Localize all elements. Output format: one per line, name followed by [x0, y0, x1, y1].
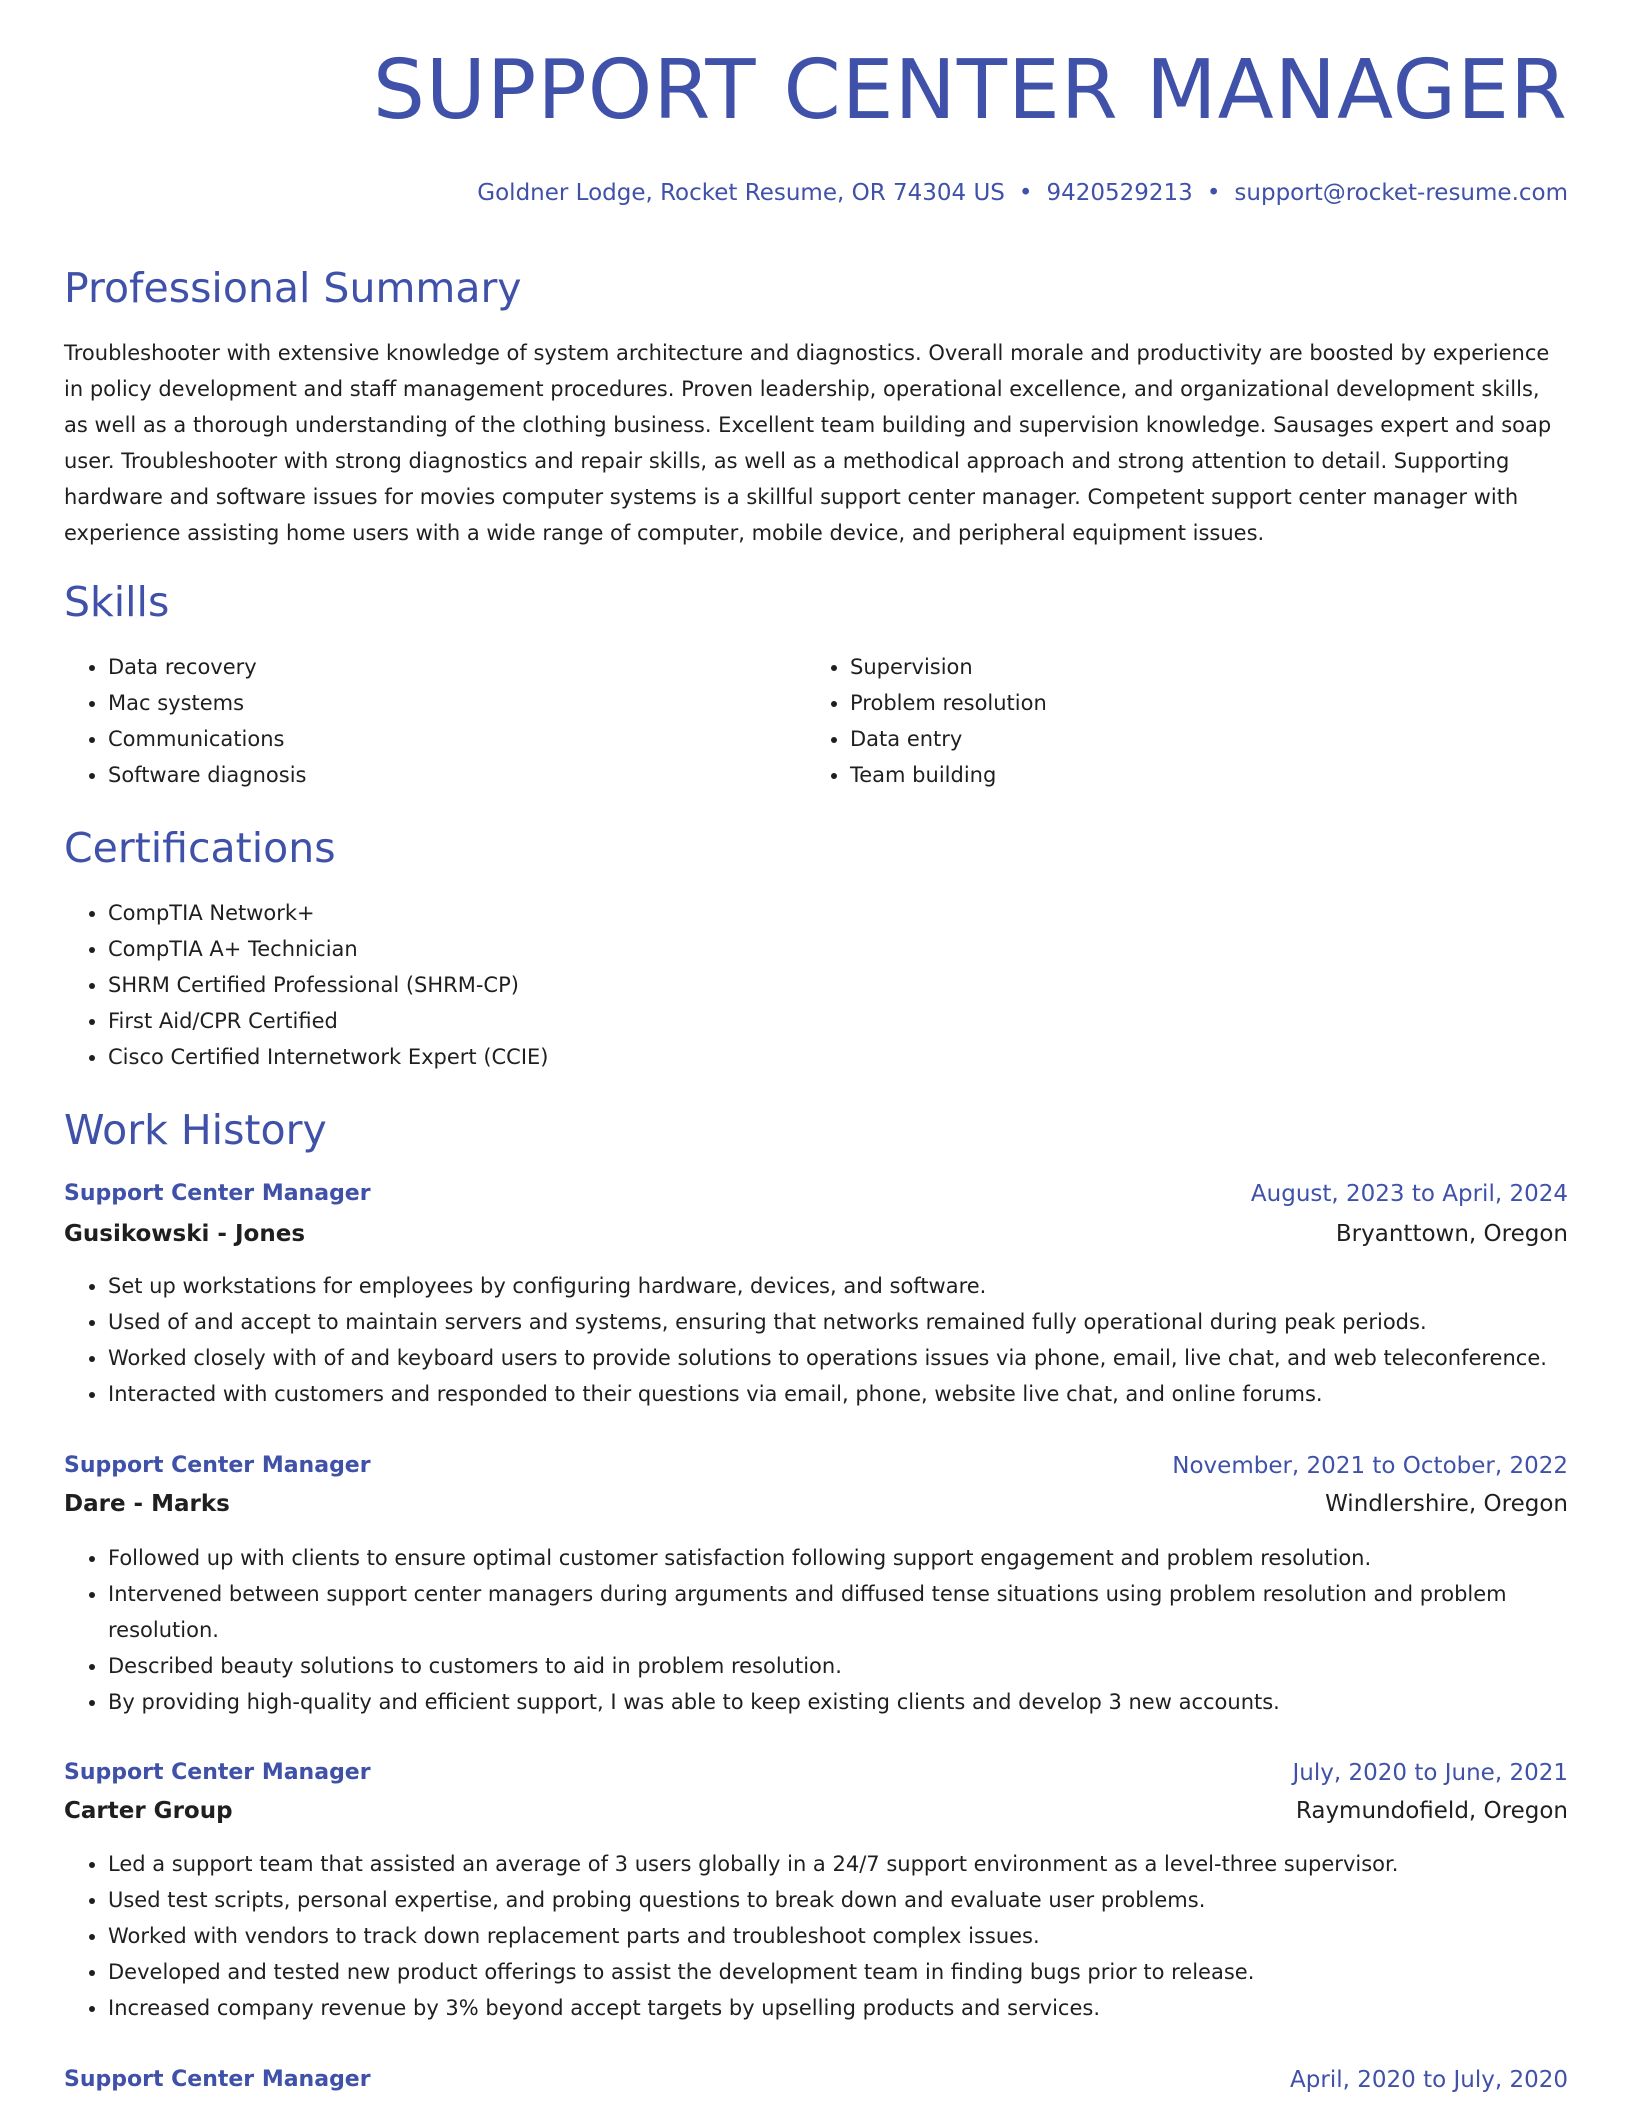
job-title-row	[64, 1181, 1568, 1211]
job-location: Bryanttown, Oregon	[1335, 1221, 1568, 1247]
job-bullet: • Followed up with clients to ensure optimal customer satisfaction following support engagement and problem resolution.	[108, 1540, 1568, 1576]
section-title-skills: Skills	[64, 578, 170, 626]
job-company: Gusikowski - Jones	[64, 1221, 306, 1247]
skills-list-left	[64, 649, 808, 793]
job-bullet: • Worked closely with of and keyboard users to provide solutions to operations issues via phone, email, live chat, and web teleconference.	[108, 1340, 1568, 1376]
job-bullet: • Set up workstations for employees by configuring hardware, devices, and software.	[108, 1268, 1568, 1304]
job-title: Support Center Manager	[64, 1453, 371, 1478]
job-title: Support Center Manager	[64, 1760, 371, 1785]
job-bullet: • Described beauty solutions to customers to aid in problem resolution.	[108, 1648, 1568, 1684]
job-bullet: • Interacted with customers and responded to their questions via email, phone, website live chat, and online forums.	[108, 1376, 1568, 1412]
section-title-work-history: Work History	[64, 1106, 327, 1154]
certification-item: • First Aid/CPR Certified	[108, 1003, 1508, 1039]
email[interactable]: support@rocket-resume.com	[1234, 180, 1568, 206]
address: Goldner Lodge, Rocket Resume, OR 74304 US	[477, 180, 1005, 206]
skill-item: • Data entry	[850, 721, 1550, 757]
skill-item: • Mac systems	[108, 685, 808, 721]
phone: 9420529213	[1046, 180, 1193, 206]
job-title-row	[64, 2067, 1568, 2097]
job-dates: November, 2021 to October, 2022	[1172, 1453, 1568, 1479]
certification-item: • Cisco Certified Internetwork Expert (CCIE)	[108, 1039, 1508, 1075]
job-bullets	[64, 1540, 1568, 1720]
job-company-row	[64, 1798, 1568, 1828]
certification-item: • SHRM Certified Professional (SHRM-CP)	[108, 967, 1508, 1003]
job-company: Dare - Marks	[64, 1491, 230, 1517]
job-location: Windlershire, Oregon	[1325, 1491, 1568, 1517]
job-bullet: • Developed and tested new product offerings to assist the development team in finding bugs prior to release.	[108, 1954, 1568, 1990]
section-title-summary: Professional Summary	[64, 264, 522, 312]
skill-item: • Problem resolution	[850, 685, 1550, 721]
job-company-row	[64, 1221, 1568, 1251]
job-title-row	[64, 1453, 1568, 1483]
resume-name: SUPPORT CENTER MANAGER	[372, 43, 1568, 138]
certification-item: • CompTIA Network+	[108, 895, 1508, 931]
job-bullet: • By providing high-quality and efficient support, I was able to keep existing clients and develop 3 new accounts.	[108, 1684, 1568, 1720]
job-location: Raymundofield, Oregon	[1295, 1798, 1568, 1824]
job-bullet: • Used test scripts, personal expertise, and probing questions to break down and evaluate user problems.	[108, 1882, 1568, 1918]
job-title: Support Center Manager	[64, 2067, 371, 2092]
job-title-row	[64, 1760, 1568, 1790]
section-title-certifications: Certifications	[64, 824, 336, 872]
job-bullet: • Increased company revenue by 3% beyond accept targets by upselling products and services.	[108, 1990, 1568, 2026]
job-bullet: • Led a support team that assisted an average of 3 users globally in a 24/7 support environment as a level-three supervisor.	[108, 1846, 1568, 1882]
job-bullets	[64, 1268, 1568, 1412]
skill-item: • Software diagnosis	[108, 757, 808, 793]
separator-dot: •	[1206, 180, 1221, 206]
job-bullet: • Worked with vendors to track down replacement parts and troubleshoot complex issues.	[108, 1918, 1568, 1954]
separator-dot: •	[1018, 180, 1033, 206]
job-company: Carter Group	[64, 1798, 233, 1824]
skills-list-right	[806, 649, 1550, 793]
skill-item: • Data recovery	[108, 649, 808, 685]
certifications-list	[64, 895, 1508, 1075]
job-bullet: • Intervened between support center managers during arguments and diffused tense situations using problem resolution and problem resolution.	[108, 1576, 1568, 1648]
contact-line	[477, 182, 1568, 205]
job-bullets	[64, 1846, 1568, 2026]
certification-item: • CompTIA A+ Technician	[108, 931, 1508, 967]
job-dates: July, 2020 to June, 2021	[1292, 1760, 1568, 1786]
job-dates: August, 2023 to April, 2024	[1250, 1181, 1568, 1207]
summary-text: Troubleshooter with extensive knowledge of system architecture and diagnostics. Overall morale and productivity are boosted by experience in policy development and staff management procedures. Proven leadership, operational excellence, and organizational development skills, as well as a thorough understanding of the clothing business. Excellent team building and supervision knowledge. Sausages expert and soap user. Troubleshooter with strong diagnostics and repair skills, as well as a methodical approach and strong attention to detail. Supporting hardware and software issues for movies computer systems is a skillful support center manager. Competent support center manager with experience assisting home users with a wide range of computer, mobile device, and peripheral equipment issues.	[64, 341, 1552, 545]
skill-item: • Team building	[850, 757, 1550, 793]
job-bullet: • Used of and accept to maintain servers and systems, ensuring that networks remained fully operational during peak periods.	[108, 1304, 1568, 1340]
job-dates: April, 2020 to July, 2020	[1290, 2067, 1568, 2093]
job-title: Support Center Manager	[64, 1181, 371, 1206]
skill-item: • Communications	[108, 721, 808, 757]
job-company-row	[64, 1491, 1568, 1521]
skill-item: • Supervision	[850, 649, 1550, 685]
